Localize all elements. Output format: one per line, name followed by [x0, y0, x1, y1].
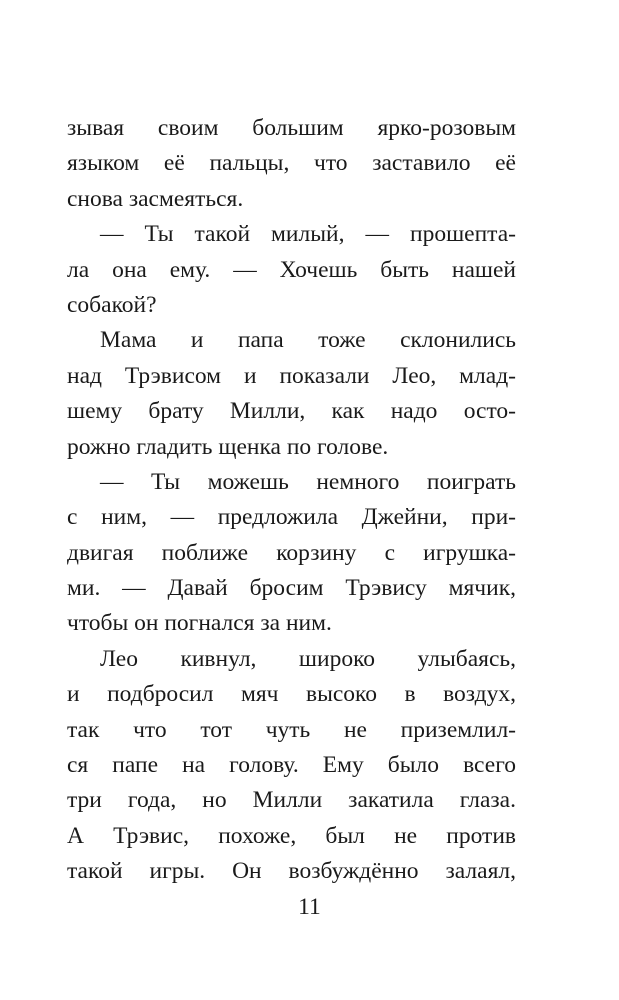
- text-line: снова засмеяться.: [67, 185, 244, 212]
- text-line: А Трэвис, похоже, был не против: [67, 822, 516, 849]
- text-line: три года, но Милли закатила глаза.: [67, 787, 516, 814]
- text-line: ми. — Давай бросим Трэвису мячик,: [67, 575, 516, 602]
- text-line: и подбросил мяч высоко в воздух,: [67, 681, 516, 708]
- text-line: шему брату Милли, как надо осто-: [67, 398, 516, 425]
- text-line: Лео кивнул, широко улыбаясь,: [100, 645, 516, 672]
- text-line: чтобы он погнался за ним.: [67, 610, 332, 637]
- text-line: с ним, — предложила Джейни, при-: [67, 504, 516, 531]
- text-line: собакой?: [67, 291, 157, 318]
- text-line: двигая поближе корзину с игрушка-: [67, 539, 516, 566]
- text-line: над Трэвисом и показали Лео, млад-: [67, 362, 516, 389]
- text-line: языком её пальцы, что заставило её: [67, 150, 516, 177]
- text-line: — Ты можешь немного поиграть: [100, 468, 516, 495]
- text-line: зывая своим большим ярко-розовым: [67, 115, 516, 141]
- text-line: ла она ему. — Хочешь быть нашей: [67, 256, 516, 283]
- text-line: так что тот чуть не приземлил-: [67, 716, 516, 743]
- text-line: Мама и папа тоже склонились: [100, 327, 516, 354]
- text-line: — Ты такой милый, — прошепта-: [100, 221, 516, 248]
- text-line: такой игры. Он возбуждённо залаял,: [67, 858, 516, 885]
- page-number: 11: [298, 894, 321, 920]
- text-line: рожно гладить щенка по голове.: [67, 433, 389, 460]
- text-line: ся папе на голову. Ему было всего: [67, 752, 516, 779]
- page-text: [67, 111, 516, 890]
